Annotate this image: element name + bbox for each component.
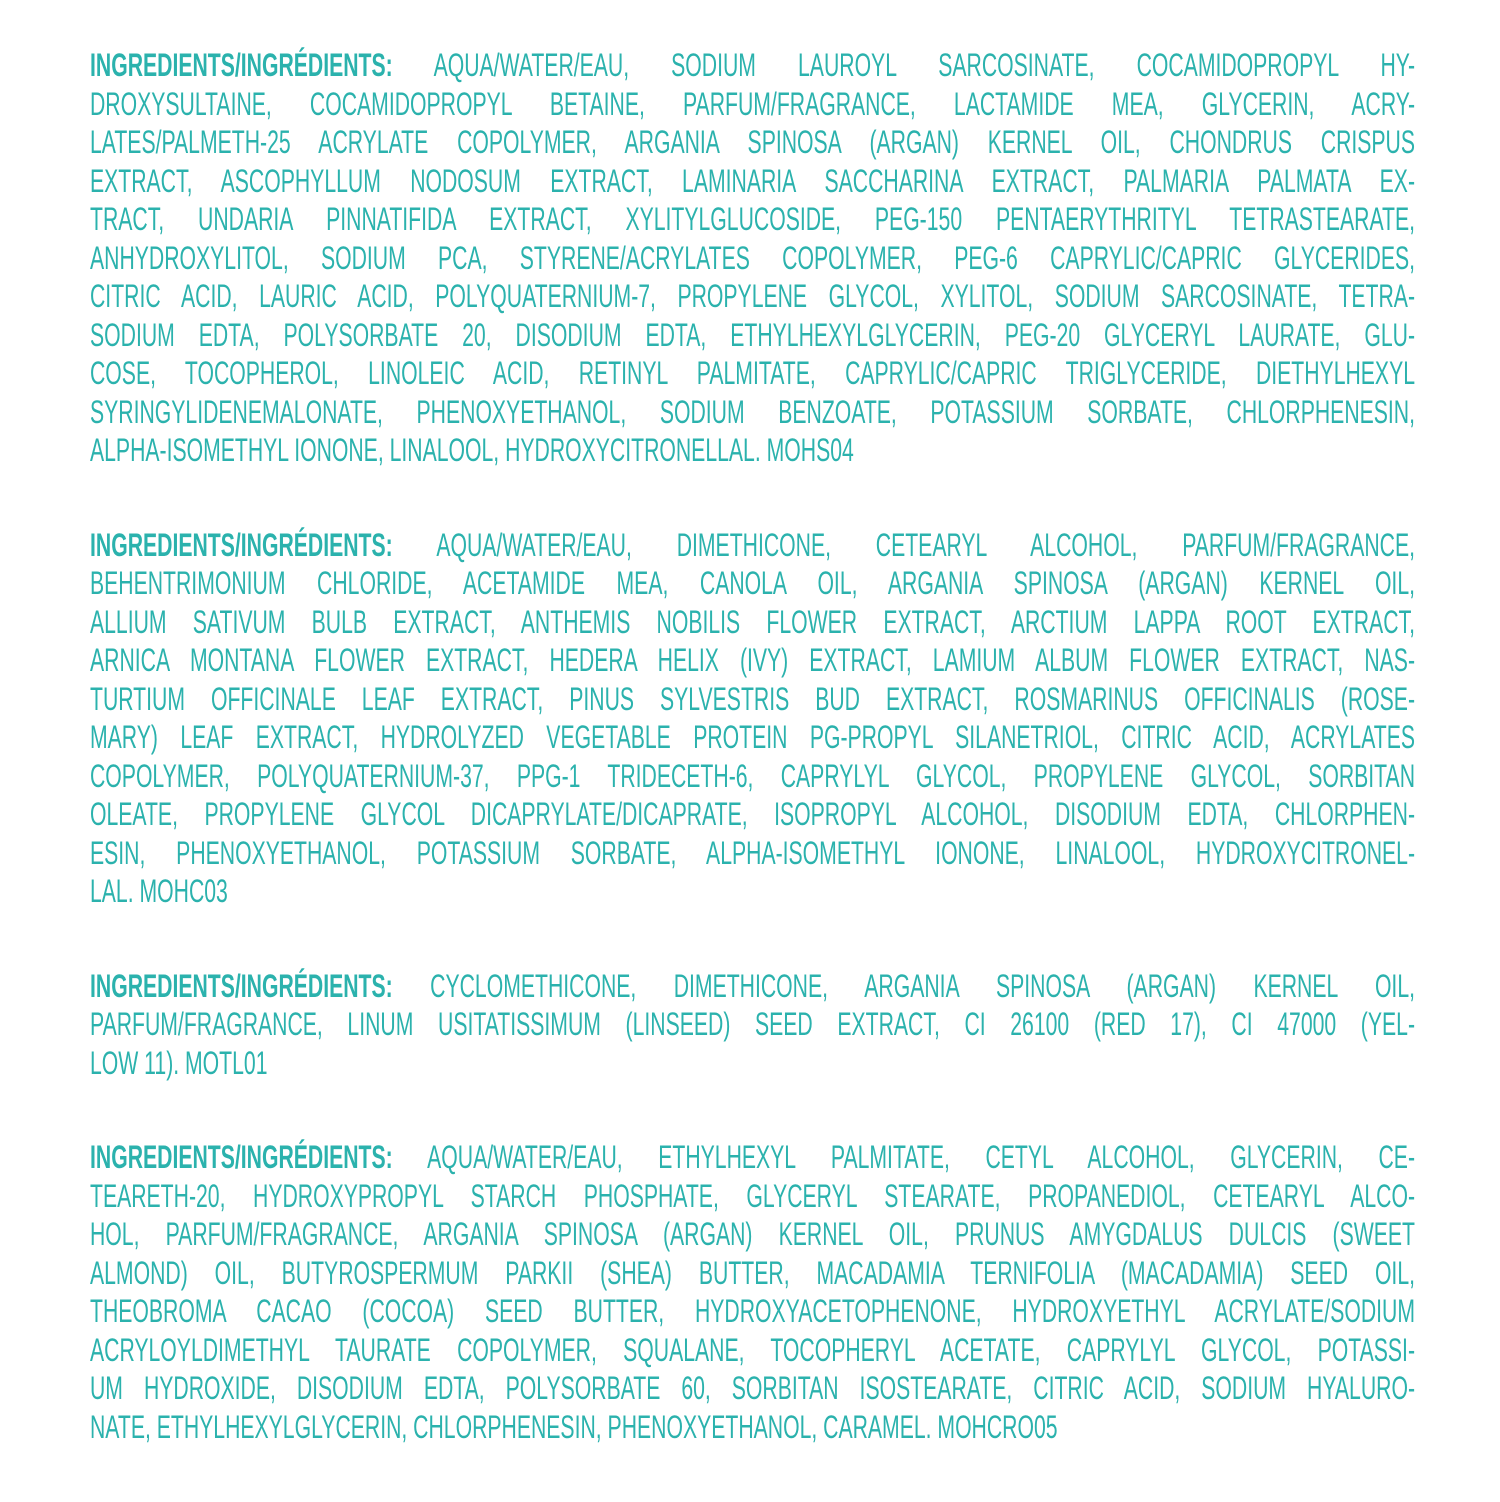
ingredient-line: DROXYSULTAINE, COCAMIDOPROPYL BETAINE, PARFUM/FRAGRANCE, LACTAMIDE MEA, GLYCERIN, ACRY-: [90, 85, 1415, 122]
ingredients-paragraph: [90, 1138, 1415, 1446]
ingredients-heading: INGREDIENTS/INGRÉDIENTS:: [90, 47, 393, 83]
ingredient-line: BEHENTRIMONIUM CHLORIDE, ACETAMIDE MEA, CANOLA OIL, ARGANIA SPINOSA (ARGAN) KERNEL OIL,: [90, 565, 1415, 601]
ingredients-heading: INGREDIENTS/INGRÉDIENTS:: [90, 1139, 393, 1175]
ingredient-line: LOW 11). MOTL01: [90, 1044, 268, 1081]
ingredient-line: THEOBROMA CACAO (COCOA) SEED BUTTER, HYDROXYACETOPHENONE, HYDROXYETHYL ACRYLATE/SODIUM: [90, 1293, 1415, 1329]
ingredient-line: ACRYLOYLDIMETHYL TAURATE COPOLYMER, SQUALANE, TOCOPHERYL ACETATE, CAPRYLYL GLYCOL, POTASSI-: [90, 1331, 1415, 1368]
ingredient-line-text: AQUA/WATER/EAU, SODIUM LAUROYL SARCOSINATE, COCAMIDOPROPYL HY-: [433, 47, 1416, 83]
ingredient-line: [90, 967, 1415, 1006]
ingredient-line: ALPHA-ISOMETHYL IONONE, LINALOOL, HYDROXYCITRONELLAL. MOHS04: [90, 432, 854, 468]
ingredient-line: [90, 1138, 1415, 1177]
ingredient-line: ARNICA MONTANA FLOWER EXTRACT, HEDERA HELIX (IVY) EXTRACT, LAMIUM ALBUM FLOWER EXTRACT, NAS-: [90, 642, 1415, 678]
ingredient-line: TURTIUM OFFICINALE LEAF EXTRACT, PINUS SYLVESTRIS BUD EXTRACT, ROSMARINUS OFFICINALIS (ROSE-: [90, 680, 1415, 717]
ingredient-line: TEARETH-20, HYDROXYPROPYL STARCH PHOSPHATE, GLYCERYL STEARATE, PROPANEDIOL, CETEARYL ALCO-: [90, 1177, 1415, 1214]
ingredient-line: LAL. MOHC03: [90, 873, 228, 909]
ingredient-line: UM HYDROXIDE, DISODIUM EDTA, POLYSORBATE 60, SORBITAN ISOSTEARATE, CITRIC ACID, SODIUM HYALURO-: [90, 1370, 1415, 1406]
ingredient-line-text: AQUA/WATER/EAU, DIMETHICONE, CETEARYL ALCOHOL, PARFUM/FRAGRANCE,: [436, 526, 1416, 563]
ingredient-line: NATE, ETHYLHEXYLGLYCERIN, CHLORPHENESIN, PHENOXYETHANOL, CARAMEL. MOHCRO05: [90, 1408, 1058, 1445]
ingredient-line: [90, 46, 1415, 85]
ingredients-heading: INGREDIENTS/INGRÉDIENTS:: [90, 526, 393, 563]
ingredient-line: LATES/PALMETH-25 ACRYLATE COPOLYMER, ARGANIA SPINOSA (ARGAN) KERNEL OIL, CHONDRUS CRISPUS: [90, 124, 1415, 160]
ingredient-line: PARFUM/FRAGRANCE, LINUM USITATISSIMUM (LINSEED) SEED EXTRACT, CI 26100 (RED 17), CI 47000 (YEL-: [90, 1006, 1415, 1042]
ingredients-heading: INGREDIENTS/INGRÉDIENTS:: [90, 967, 393, 1004]
ingredient-line: TRACT, UNDARIA PINNATIFIDA EXTRACT, XYLITYLGLUCOSIDE, PEG-150 PENTAERYTHRITYL TETRASTEARATE,: [90, 201, 1415, 237]
ingredient-line: SODIUM EDTA, POLYSORBATE 20, DISODIUM EDTA, ETHYLHEXYLGLYCERIN, PEG-20 GLYCERYL LAURATE, GLU-: [90, 316, 1415, 353]
ingredient-line: CITRIC ACID, LAURIC ACID, POLYQUATERNIUM-7, PROPYLENE GLYCOL, XYLITOL, SODIUM SARCOSINATE, TETRA-: [90, 278, 1415, 314]
ingredient-line: COPOLYMER, POLYQUATERNIUM-37, PPG-1 TRIDECETH-6, CAPRYLYL GLYCOL, PROPYLENE GLYCOL, SORBITAN: [90, 757, 1415, 794]
ingredient-line: SYRINGYLIDENEMALONATE, PHENOXYETHANOL, SODIUM BENZOATE, POTASSIUM SORBATE, CHLORPHENESIN,: [90, 393, 1415, 430]
ingredients-paragraph: [90, 967, 1415, 1083]
ingredients-paragraph: [90, 46, 1415, 470]
ingredient-line: HOL, PARFUM/FRAGRANCE, ARGANIA SPINOSA (ARGAN) KERNEL OIL, PRUNUS AMYGDALUS DULCIS (SWEET: [90, 1216, 1415, 1252]
ingredient-line: ALMOND) OIL, BUTYROSPERMUM PARKII (SHEA) BUTTER, MACADAMIA TERNIFOLIA (MACADAMIA) SEED OIL,: [90, 1254, 1415, 1291]
ingredients-label: [90, 46, 1415, 1502]
ingredient-line: COSE, TOCOPHEROL, LINOLEIC ACID, RETINYL PALMITATE, CAPRYLIC/CAPRIC TRIGLYCERIDE, DIETHYLHEXYL: [90, 355, 1415, 391]
ingredient-line: EXTRACT, ASCOPHYLLUM NODOSUM EXTRACT, LAMINARIA SACCHARINA EXTRACT, PALMARIA PALMATA EX-: [90, 162, 1415, 199]
ingredient-line: ALLIUM SATIVUM BULB EXTRACT, ANTHEMIS NOBILIS FLOWER EXTRACT, ARCTIUM LAPPA ROOT EXTRACT,: [90, 603, 1415, 640]
ingredient-line: ANHYDROXYLITOL, SODIUM PCA, STYRENE/ACRYLATES COPOLYMER, PEG-6 CAPRYLIC/CAPRIC GLYCERIDES,: [90, 239, 1415, 276]
ingredient-line: MARY) LEAF EXTRACT, HYDROLYZED VEGETABLE PROTEIN PG-PROPYL SILANETRIOL, CITRIC ACID, ACRYLATES: [90, 719, 1415, 755]
ingredient-line: ESIN, PHENOXYETHANOL, POTASSIUM SORBATE, ALPHA-ISOMETHYL IONONE, LINALOOL, HYDROXYCITRONEL-: [90, 834, 1415, 871]
ingredient-line: [90, 526, 1415, 565]
ingredient-line-text: CYCLOMETHICONE, DIMETHICONE, ARGANIA SPINOSA (ARGAN) KERNEL OIL,: [430, 967, 1415, 1004]
ingredient-line-text: AQUA/WATER/EAU, ETHYLHEXYL PALMITATE, CETYL ALCOHOL, GLYCERIN, CE-: [427, 1139, 1416, 1175]
ingredients-paragraph: [90, 526, 1415, 911]
ingredient-line: OLEATE, PROPYLENE GLYCOL DICAPRYLATE/DICAPRATE, ISOPROPYL ALCOHOL, DISODIUM EDTA, CHLORPHEN-: [90, 796, 1415, 832]
